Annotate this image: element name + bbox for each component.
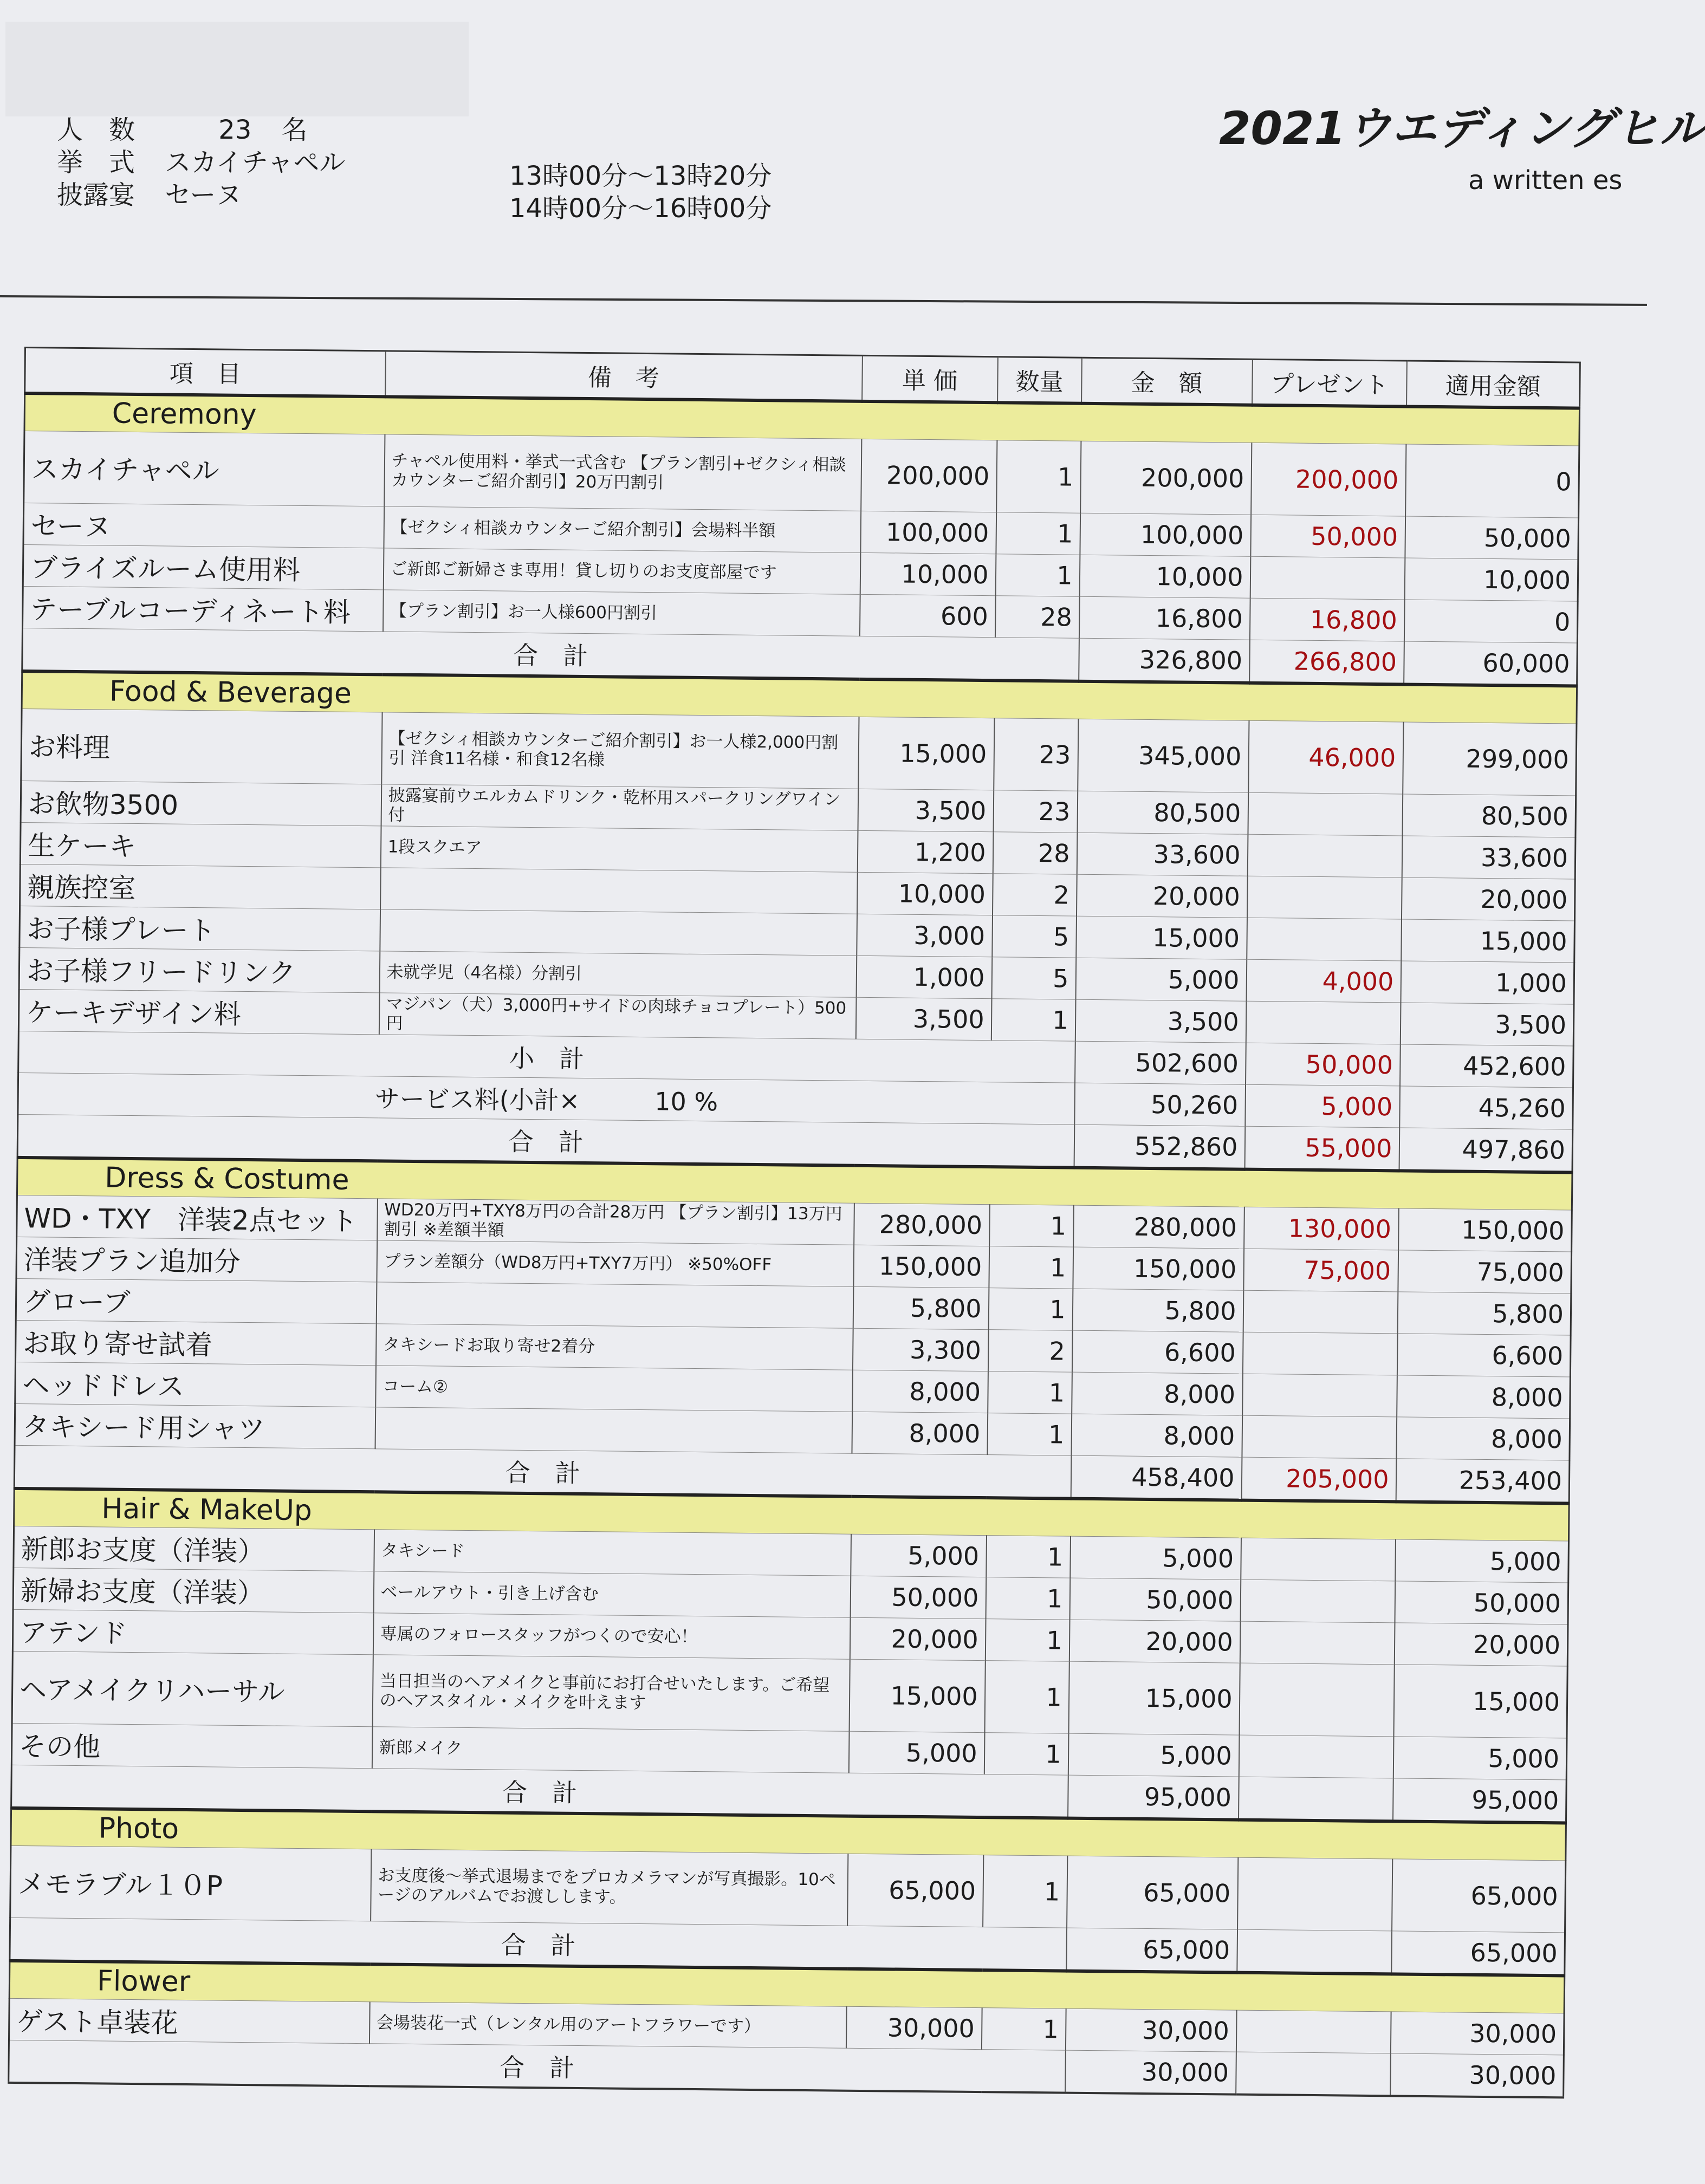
item-applied: 80,500 [1402, 794, 1576, 837]
item-qty: 1 [985, 1619, 1069, 1661]
item-qty: 1 [986, 1536, 1071, 1578]
item-amount: 345,000 [1078, 719, 1249, 792]
item-unit-price: 1,000 [856, 955, 992, 998]
item-qty: 2 [988, 1330, 1072, 1372]
item-amount: 200,000 [1080, 441, 1252, 515]
item-amount: 5,000 [1068, 1733, 1239, 1777]
header-applied: 適用金額 [1406, 361, 1580, 408]
subtotal-present: 50,000 [1246, 1043, 1401, 1086]
item-applied: 6,600 [1397, 1334, 1571, 1377]
item-name: 洋装プラン追加分 [16, 1237, 377, 1282]
item-unit-price: 5,000 [851, 1534, 987, 1577]
item-unit-price: 15,000 [858, 717, 994, 790]
item-applied: 10,000 [1404, 558, 1578, 601]
item-qty: 1 [989, 1246, 1073, 1289]
item-unit-price: 5,800 [853, 1286, 989, 1329]
item-note: 会場装花一式（レンタル用のアートフラワーです） [369, 2002, 846, 2048]
subtotal-label: 小 計 [18, 1031, 1075, 1083]
item-amount: 280,000 [1073, 1205, 1244, 1249]
item-note [375, 1407, 852, 1453]
item-name: ヘアメイクリハーサル [12, 1651, 373, 1726]
item-applied: 50,000 [1395, 1581, 1568, 1624]
item-qty: 5 [992, 915, 1077, 958]
item-amount: 20,000 [1069, 1620, 1240, 1663]
item-applied: 33,600 [1402, 836, 1576, 879]
total-amount: 95,000 [1068, 1775, 1239, 1820]
item-note: コーム② [375, 1366, 853, 1412]
item-unit-price: 65,000 [847, 1854, 983, 1927]
item-note: 新郎メイク [372, 1727, 849, 1773]
item-amount: 65,000 [1067, 1856, 1238, 1929]
total-applied: 30,000 [1390, 2053, 1564, 2098]
item-note: お支度後～挙式退場までをプロカメラマンが写真撮影。10ページのアルバムでお渡しします。 [371, 1849, 848, 1926]
item-applied: 20,000 [1394, 1623, 1568, 1666]
item-applied: 8,000 [1396, 1417, 1570, 1460]
guests-label: 人 数 [57, 115, 135, 145]
item-name: お飲物3500 [21, 781, 381, 826]
item-note: タキシード [374, 1530, 851, 1576]
item-note: 未就学児（4名様）分割引 [379, 951, 857, 997]
total-amount: 326,800 [1079, 638, 1250, 683]
item-note: タキシードお取り寄せ2着分 [375, 1324, 853, 1370]
item-name: お料理 [21, 708, 382, 784]
total-label: 合 計 [14, 1445, 1071, 1498]
item-present [1247, 876, 1402, 919]
item-note: マジパン（犬）3,000円+サイドの肉球チョコプレート）500円 [379, 993, 856, 1039]
item-name: グローブ [16, 1278, 377, 1323]
header-qty: 数量 [997, 357, 1082, 404]
item-note: WD20万円+TXY8万円の合計28万円 【プラン割引】13万円割引 ※差額半額 [377, 1199, 854, 1245]
item-present [1250, 556, 1405, 600]
item-note: 【プラン割引】お一人様600円割引 [383, 590, 860, 636]
item-present [1242, 1415, 1397, 1459]
item-unit-price: 15,000 [849, 1659, 985, 1732]
item-present: 16,800 [1249, 598, 1404, 641]
item-present [1243, 1290, 1398, 1334]
item-present [1247, 834, 1402, 877]
total-label: 合 計 [10, 1917, 1067, 1971]
total-present: 55,000 [1244, 1126, 1399, 1171]
item-unit-price: 20,000 [850, 1617, 986, 1660]
item-name: ヘッドドレス [15, 1362, 376, 1407]
item-applied: 75,000 [1398, 1250, 1572, 1294]
item-qty: 1 [989, 1205, 1074, 1247]
item-name: ケーキデザイン料 [18, 989, 379, 1034]
guests-unit: 名 [281, 115, 308, 145]
total-applied: 497,860 [1399, 1128, 1573, 1173]
total-label: 合 計 [9, 2040, 1066, 2092]
item-qty: 1 [988, 1288, 1073, 1330]
item-amount: 5,000 [1075, 958, 1247, 1001]
section-title-photo: Photo [11, 1808, 1566, 1861]
item-qty: 1 [995, 554, 1080, 596]
item-name: スカイチャペル [24, 431, 385, 506]
total-amount: 30,000 [1065, 2050, 1236, 2095]
item-qty: 1 [991, 999, 1075, 1041]
item-name: メモラブル１０P [10, 1845, 371, 1921]
item-note: 披露宴前ウエルカムドリンク・乾杯用スパークリングワイン付 [381, 784, 858, 830]
item-present [1240, 1580, 1395, 1623]
item-amount: 10,000 [1079, 555, 1250, 598]
item-amount: 20,000 [1076, 874, 1247, 918]
item-unit-price: 3,500 [858, 789, 994, 831]
item-present [1242, 1332, 1397, 1375]
item-amount: 33,600 [1077, 833, 1248, 876]
item-qty: 23 [994, 718, 1078, 791]
item-unit-price: 10,000 [857, 872, 993, 915]
total-label: 合 計 [11, 1765, 1068, 1818]
item-present [1239, 1735, 1393, 1778]
item-qty: 1 [984, 1733, 1068, 1775]
item-present [1239, 1663, 1394, 1737]
item-applied: 50,000 [1405, 516, 1579, 560]
item-unit-price: 280,000 [854, 1203, 990, 1246]
item-qty: 28 [993, 832, 1077, 874]
item-name: アテンド [12, 1609, 373, 1654]
item-unit-price: 3,300 [852, 1328, 988, 1371]
item-present [1241, 1538, 1396, 1581]
item-qty: 1 [987, 1413, 1072, 1455]
item-present [1248, 792, 1403, 836]
estimate-table [8, 347, 1579, 2098]
item-note: チャペル使用料・挙式一式含む 【プラン割引+ゼクシィ相談カウンターご紹介割引】20万円割引 [384, 434, 861, 511]
item-amount: 5,000 [1070, 1536, 1241, 1580]
item-note: 【ゼクシィ相談カウンターご紹介割引】お一人様2,000円割引 洋食11名様・和食12名様 [381, 712, 859, 789]
item-amount: 100,000 [1080, 513, 1251, 556]
item-present: 46,000 [1248, 720, 1403, 794]
total-present [1237, 1929, 1392, 1974]
total-present: 266,800 [1249, 640, 1404, 684]
item-qty: 1 [984, 1661, 1069, 1733]
item-applied: 20,000 [1401, 877, 1575, 921]
item-qty: 23 [993, 790, 1078, 833]
item-present: 130,000 [1244, 1207, 1399, 1250]
total-present: 205,000 [1241, 1457, 1396, 1502]
document-title: 2021ウエディングヒル [1219, 102, 1705, 155]
item-qty: 1 [986, 1577, 1070, 1620]
item-name: WD・TXY 洋装2点セット [17, 1195, 378, 1240]
item-qty: 28 [995, 596, 1079, 638]
item-name: お子様フリードリンク [19, 947, 380, 992]
item-note [376, 1282, 853, 1328]
item-name: 新郎お支度（洋装） [14, 1526, 374, 1571]
item-unit-price: 3,000 [857, 914, 993, 957]
reception-row [57, 179, 242, 211]
item-amount: 150,000 [1073, 1247, 1244, 1290]
total-amount: 458,400 [1071, 1455, 1242, 1500]
item-name: お子様プレート [20, 906, 380, 951]
item-applied: 5,000 [1393, 1737, 1567, 1780]
ceremony-row [57, 146, 345, 179]
service-charge-label: サービス料(小計× 10 % [18, 1072, 1075, 1124]
item-amount: 8,000 [1072, 1372, 1243, 1415]
item-note [380, 909, 857, 955]
item-applied: 8,000 [1397, 1375, 1571, 1419]
header-divider [0, 295, 1647, 306]
item-name: お取り寄せ試着 [16, 1320, 377, 1365]
item-amount: 80,500 [1077, 791, 1248, 834]
item-note: 当日担当のヘアメイクと事前にお打合せいたします。ご希望のヘアスタイル・メイクを叶えます [372, 1655, 850, 1731]
item-amount: 30,000 [1065, 2008, 1236, 2052]
item-present: 200,000 [1251, 443, 1406, 516]
total-amount: 552,860 [1074, 1124, 1245, 1169]
total-label: 合 計 [22, 628, 1079, 681]
item-unit-price: 3,500 [855, 997, 991, 1040]
item-unit-price: 600 [859, 594, 995, 637]
total-amount: 65,000 [1066, 1928, 1237, 1973]
item-qty: 1 [988, 1372, 1072, 1414]
guest-count-row [57, 114, 308, 146]
ceremony-label: 挙 式 [57, 147, 135, 178]
item-present [1247, 918, 1402, 961]
item-qty: 1 [996, 512, 1080, 555]
item-unit-price: 1,200 [857, 830, 993, 873]
section-title-food-beverage: Food & Beverage [22, 671, 1577, 724]
item-present [1240, 1621, 1395, 1665]
item-applied: 5,800 [1397, 1292, 1571, 1335]
item-amount: 50,000 [1069, 1578, 1241, 1621]
header-present: プレゼント [1252, 359, 1407, 406]
reception-venue: セーヌ [165, 180, 242, 210]
item-unit-price: 150,000 [853, 1245, 989, 1288]
item-applied: 3,500 [1400, 1003, 1574, 1046]
header-unit-price: 単 価 [862, 355, 998, 402]
item-note: ご新郎ご新婦さま専用！貸し切りのお支度部屋です [383, 548, 860, 594]
item-amount: 8,000 [1071, 1414, 1242, 1457]
item-amount: 3,500 [1075, 999, 1246, 1043]
total-applied: 253,400 [1396, 1459, 1570, 1504]
item-unit-price: 8,000 [852, 1412, 988, 1454]
item-applied: 5,000 [1395, 1539, 1569, 1583]
service-charge-applied: 45,260 [1399, 1086, 1573, 1129]
item-name: タキシード用シャツ [15, 1403, 375, 1448]
section-title-dress-costume: Dress & Costume [17, 1158, 1572, 1210]
redacted-area [5, 22, 469, 116]
item-applied: 299,000 [1403, 722, 1577, 796]
item-qty: 1 [996, 440, 1081, 513]
document-subtitle: a written es [1468, 165, 1623, 196]
item-present: 75,000 [1243, 1249, 1398, 1292]
total-label: 合 計 [17, 1114, 1074, 1167]
item-present [1246, 1001, 1401, 1044]
item-name: 親族控室 [20, 864, 381, 909]
item-amount: 15,000 [1076, 916, 1247, 959]
item-applied: 0 [1404, 600, 1578, 643]
ceremony-venue: スカイチャペル [165, 147, 346, 178]
reception-label: 披露宴 [57, 180, 135, 210]
item-amount: 15,000 [1068, 1661, 1240, 1735]
item-note: 1段スクエア [380, 826, 858, 872]
item-qty: 5 [991, 957, 1076, 999]
guests-value: 23 [218, 115, 252, 145]
item-present: 50,000 [1250, 515, 1405, 558]
item-qty: 2 [993, 874, 1077, 916]
section-title-ceremony: Ceremony [24, 393, 1580, 446]
total-applied: 60,000 [1404, 641, 1578, 686]
item-qty: 1 [981, 2008, 1066, 2050]
header-item: 項 目 [25, 348, 386, 397]
item-name: ゲスト卓装花 [9, 1998, 369, 2043]
section-title-flower: Flower [9, 1961, 1565, 2013]
reception-time: 14時00分～16時00分 [509, 193, 772, 224]
subtotal-amount: 502,600 [1075, 1041, 1246, 1084]
ceremony-time: 13時00分～13時20分 [509, 161, 772, 191]
item-unit-price: 8,000 [852, 1370, 988, 1413]
item-note: ベールアウト・引き上げ含む [373, 1571, 851, 1617]
subtotal-applied: 452,600 [1400, 1044, 1574, 1088]
item-unit-price: 200,000 [861, 439, 997, 512]
header-note: 備 考 [385, 351, 863, 401]
item-unit-price: 100,000 [860, 511, 996, 554]
item-name: 生ケーキ [20, 822, 381, 867]
item-unit-price: 30,000 [846, 2006, 982, 2049]
item-unit-price: 10,000 [860, 552, 996, 595]
section-title-hair-makeup: Hair & MakeUp [14, 1488, 1570, 1541]
item-note [380, 868, 858, 914]
item-amount: 6,600 [1072, 1330, 1243, 1374]
item-qty: 1 [983, 1855, 1067, 1928]
service-charge-present: 5,000 [1245, 1084, 1400, 1128]
item-present [1237, 1857, 1392, 1931]
item-note: 専属のフォロースタッフがつくので安心！ [373, 1613, 850, 1659]
item-name: 新婦お支度（洋装） [13, 1568, 374, 1613]
item-applied: 150,000 [1398, 1208, 1572, 1252]
item-name: テーブルコーディネート料 [23, 586, 384, 631]
service-charge-amount: 50,260 [1074, 1083, 1246, 1126]
item-note: 【ゼクシィ相談カウンターご紹介割引】会場料半額 [384, 506, 861, 552]
item-applied: 15,000 [1401, 919, 1575, 963]
total-present [1236, 2052, 1391, 2096]
item-unit-price: 50,000 [850, 1576, 986, 1618]
item-amount: 16,800 [1079, 596, 1250, 640]
item-name: その他 [11, 1723, 372, 1768]
item-note: プラン差額分（WD8万円+TXY7万円） ※50%OFF [377, 1240, 854, 1286]
item-applied: 0 [1405, 444, 1579, 518]
item-applied: 65,000 [1392, 1859, 1566, 1933]
total-applied: 65,000 [1391, 1931, 1565, 1976]
item-amount: 5,800 [1072, 1289, 1243, 1332]
item-name: ブライズルーム使用料 [23, 544, 384, 589]
total-applied: 95,000 [1392, 1778, 1566, 1823]
item-applied: 15,000 [1393, 1665, 1567, 1738]
item-present [1236, 2010, 1391, 2053]
item-present: 4,000 [1246, 959, 1401, 1003]
header-amount: 金 額 [1081, 358, 1253, 405]
total-present [1238, 1777, 1393, 1821]
item-applied: 30,000 [1390, 2012, 1564, 2055]
item-applied: 1,000 [1401, 961, 1574, 1004]
item-name: セーヌ [23, 503, 384, 548]
item-unit-price: 5,000 [848, 1731, 984, 1774]
item-present [1242, 1374, 1397, 1417]
